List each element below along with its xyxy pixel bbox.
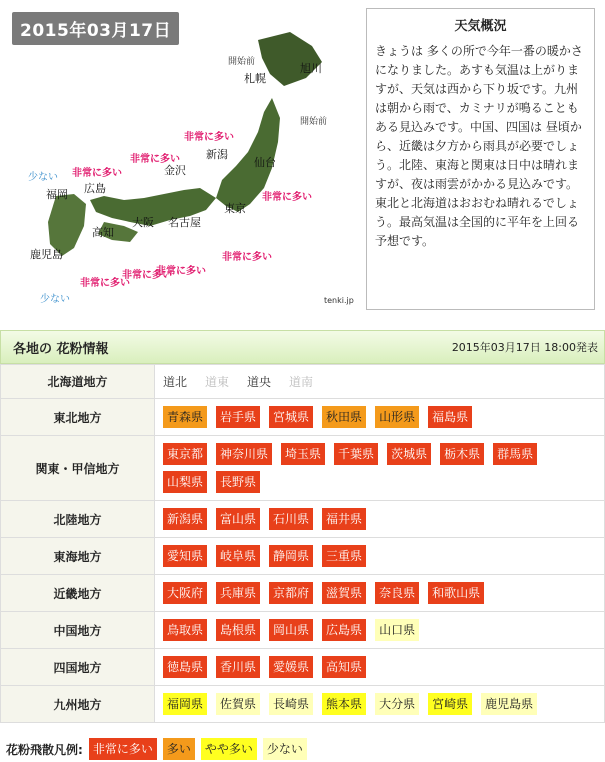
region-prefectures bbox=[155, 686, 605, 723]
region-prefectures bbox=[155, 501, 605, 538]
city-label: 札幌 bbox=[244, 72, 266, 85]
prefecture-link[interactable]: 京都府 bbox=[269, 582, 313, 604]
region-row bbox=[1, 538, 605, 575]
pollen-low-label: 少ない bbox=[40, 294, 70, 305]
prefecture-link[interactable]: 熊本県 bbox=[322, 693, 366, 715]
pollen-map bbox=[0, 0, 362, 320]
map-note-tohoku: 開始前 bbox=[300, 117, 328, 127]
pollen-panel bbox=[0, 330, 605, 723]
subregion-link: 道南 bbox=[289, 375, 314, 389]
city-label: 仙台 bbox=[254, 156, 276, 169]
city-label: 旭川 bbox=[300, 62, 322, 75]
weather-summary-title: 天気概況 bbox=[454, 19, 507, 34]
prefecture-link[interactable]: 島根県 bbox=[216, 619, 260, 641]
city-label: 大阪 bbox=[132, 216, 154, 229]
prefecture-link[interactable]: 愛媛県 bbox=[269, 656, 313, 678]
region-name: 北陸地方 bbox=[1, 501, 155, 538]
legend-label: 花粉飛散凡例: bbox=[6, 742, 83, 757]
prefecture-link[interactable]: 鳥取県 bbox=[163, 619, 207, 641]
prefecture-link[interactable]: 愛知県 bbox=[163, 545, 207, 567]
prefecture-link[interactable]: 山形県 bbox=[375, 406, 419, 428]
prefecture-link[interactable]: 岐阜県 bbox=[216, 545, 260, 567]
prefecture-link[interactable]: 新潟県 bbox=[163, 508, 207, 530]
pollen-high-label: 非常に多い bbox=[122, 270, 172, 281]
prefecture-link[interactable]: 徳島県 bbox=[163, 656, 207, 678]
legend-item: 少ない bbox=[263, 738, 307, 760]
prefecture-link[interactable]: 大分県 bbox=[375, 693, 419, 715]
date-badge: 2015年03月17日 bbox=[12, 12, 179, 45]
city-label: 鹿児島 bbox=[30, 248, 63, 261]
legend-item: 多い bbox=[163, 738, 195, 760]
prefecture-link[interactable]: 広島県 bbox=[322, 619, 366, 641]
prefecture-link[interactable]: 鹿児島県 bbox=[481, 693, 537, 715]
prefecture-link[interactable]: 高知県 bbox=[322, 656, 366, 678]
region-prefectures bbox=[155, 612, 605, 649]
subregion-link[interactable]: 道央 bbox=[247, 375, 272, 389]
pollen-high-label: 非常に多い bbox=[222, 252, 272, 263]
weather-summary-text: きょうは 多くの所で今年一番の暖かさになりました。あすも気温は上がりますが、天気は西から下り坂です。九州は朝から雨で、カミナリが鳴ることもある見込みです。中国、四国は 昼頃から、近畿は夕方から雨具が必要でしょう。北陸、東海と関東は日中は晴れますが、夜は雨雲がかかる見込みです。東北と北海道はおおむね晴れるでしょう。最高気温は全国的に平年を上回る予想です。 bbox=[375, 44, 583, 248]
legend-item: 非常に多い bbox=[89, 738, 157, 760]
prefecture-link[interactable]: 千葉県 bbox=[334, 443, 378, 465]
prefecture-link[interactable]: 茨城県 bbox=[387, 443, 431, 465]
prefecture-link[interactable]: 岡山県 bbox=[269, 619, 313, 641]
prefecture-link[interactable]: 奈良県 bbox=[375, 582, 419, 604]
region-name: 中国地方 bbox=[1, 612, 155, 649]
prefecture-link[interactable]: 岩手県 bbox=[216, 406, 260, 428]
pollen-low-label: 少ない bbox=[28, 172, 58, 183]
prefecture-link[interactable]: 宮崎県 bbox=[428, 693, 472, 715]
prefecture-link[interactable]: 東京都 bbox=[163, 443, 207, 465]
region-name: 東海地方 bbox=[1, 538, 155, 575]
pollen-table bbox=[0, 364, 605, 723]
prefecture-link[interactable]: 埼玉県 bbox=[281, 443, 325, 465]
city-label: 広島 bbox=[84, 182, 106, 195]
prefecture-link[interactable]: 秋田県 bbox=[322, 406, 366, 428]
prefecture-link[interactable]: 福島県 bbox=[428, 406, 472, 428]
prefecture-link[interactable]: 静岡県 bbox=[269, 545, 313, 567]
region-row bbox=[1, 436, 605, 501]
region-name: 近畿地方 bbox=[1, 575, 155, 612]
weather-summary-box bbox=[366, 8, 595, 310]
region-row bbox=[1, 686, 605, 723]
region-row bbox=[1, 575, 605, 612]
region-row bbox=[1, 501, 605, 538]
prefecture-link[interactable]: 神奈川県 bbox=[216, 443, 272, 465]
prefecture-link[interactable]: 長野県 bbox=[216, 471, 260, 493]
map-credit: tenki.jp bbox=[324, 296, 354, 305]
prefecture-link[interactable]: 栃木県 bbox=[440, 443, 484, 465]
prefecture-link[interactable]: 和歌山県 bbox=[428, 582, 484, 604]
prefecture-link[interactable]: 富山県 bbox=[216, 508, 260, 530]
pollen-panel-title: 各地の 花粉情報 bbox=[13, 341, 109, 357]
prefecture-link[interactable]: 福岡県 bbox=[163, 693, 207, 715]
map-note-hokkaido: 開始前 bbox=[228, 57, 256, 67]
region-prefectures bbox=[155, 538, 605, 575]
region-prefectures bbox=[155, 399, 605, 436]
region-prefectures bbox=[155, 575, 605, 612]
region-name: 四国地方 bbox=[1, 649, 155, 686]
prefecture-link[interactable]: 三重県 bbox=[322, 545, 366, 567]
subregion-link: 道東 bbox=[205, 375, 230, 389]
region-name: 東北地方 bbox=[1, 399, 155, 436]
prefecture-link[interactable]: 山口県 bbox=[375, 619, 419, 641]
prefecture-link[interactable]: 滋賀県 bbox=[322, 582, 366, 604]
region-row bbox=[1, 612, 605, 649]
region-name: 関東・甲信地方 bbox=[1, 436, 155, 501]
pollen-high-label: 非常に多い bbox=[156, 266, 206, 277]
city-label: 金沢 bbox=[164, 164, 186, 177]
prefecture-link[interactable]: 青森県 bbox=[163, 406, 207, 428]
pollen-panel-header bbox=[0, 330, 605, 364]
pollen-high-label: 非常に多い bbox=[130, 154, 180, 165]
region-row bbox=[1, 649, 605, 686]
pollen-high-label: 非常に多い bbox=[80, 278, 130, 289]
region-name: 九州地方 bbox=[1, 686, 155, 723]
prefecture-link[interactable]: 群馬県 bbox=[493, 443, 537, 465]
pollen-high-label: 非常に多い bbox=[262, 192, 312, 203]
prefecture-link[interactable]: 兵庫県 bbox=[216, 582, 260, 604]
pollen-legend bbox=[6, 738, 313, 760]
city-label: 福岡 bbox=[46, 188, 68, 201]
prefecture-link[interactable]: 福井県 bbox=[322, 508, 366, 530]
region-name: 北海道地方 bbox=[1, 365, 155, 399]
pollen-high-label: 非常に多い bbox=[184, 132, 234, 143]
prefecture-link[interactable]: 長崎県 bbox=[269, 693, 313, 715]
region-row bbox=[1, 399, 605, 436]
subregion-link[interactable]: 道北 bbox=[163, 375, 188, 389]
prefecture-link[interactable]: 宮城県 bbox=[269, 406, 313, 428]
city-label: 新潟 bbox=[206, 148, 228, 161]
region-row bbox=[1, 365, 605, 399]
region-prefectures bbox=[155, 649, 605, 686]
prefecture-link[interactable]: 大阪府 bbox=[163, 582, 207, 604]
prefecture-link[interactable]: 山梨県 bbox=[163, 471, 207, 493]
prefecture-link[interactable]: 佐賀県 bbox=[216, 693, 260, 715]
region-prefectures bbox=[155, 436, 605, 501]
city-label: 高知 bbox=[92, 226, 114, 239]
legend-item: やや多い bbox=[201, 738, 257, 760]
city-label: 東京 bbox=[224, 202, 246, 215]
prefecture-link[interactable]: 香川県 bbox=[216, 656, 260, 678]
city-label: 名古屋 bbox=[168, 216, 201, 229]
prefecture-link[interactable]: 石川県 bbox=[269, 508, 313, 530]
pollen-high-label: 非常に多い bbox=[72, 168, 122, 179]
published-time: 2015年03月17日 18:00発表 bbox=[451, 341, 598, 354]
region-prefectures bbox=[155, 365, 605, 399]
